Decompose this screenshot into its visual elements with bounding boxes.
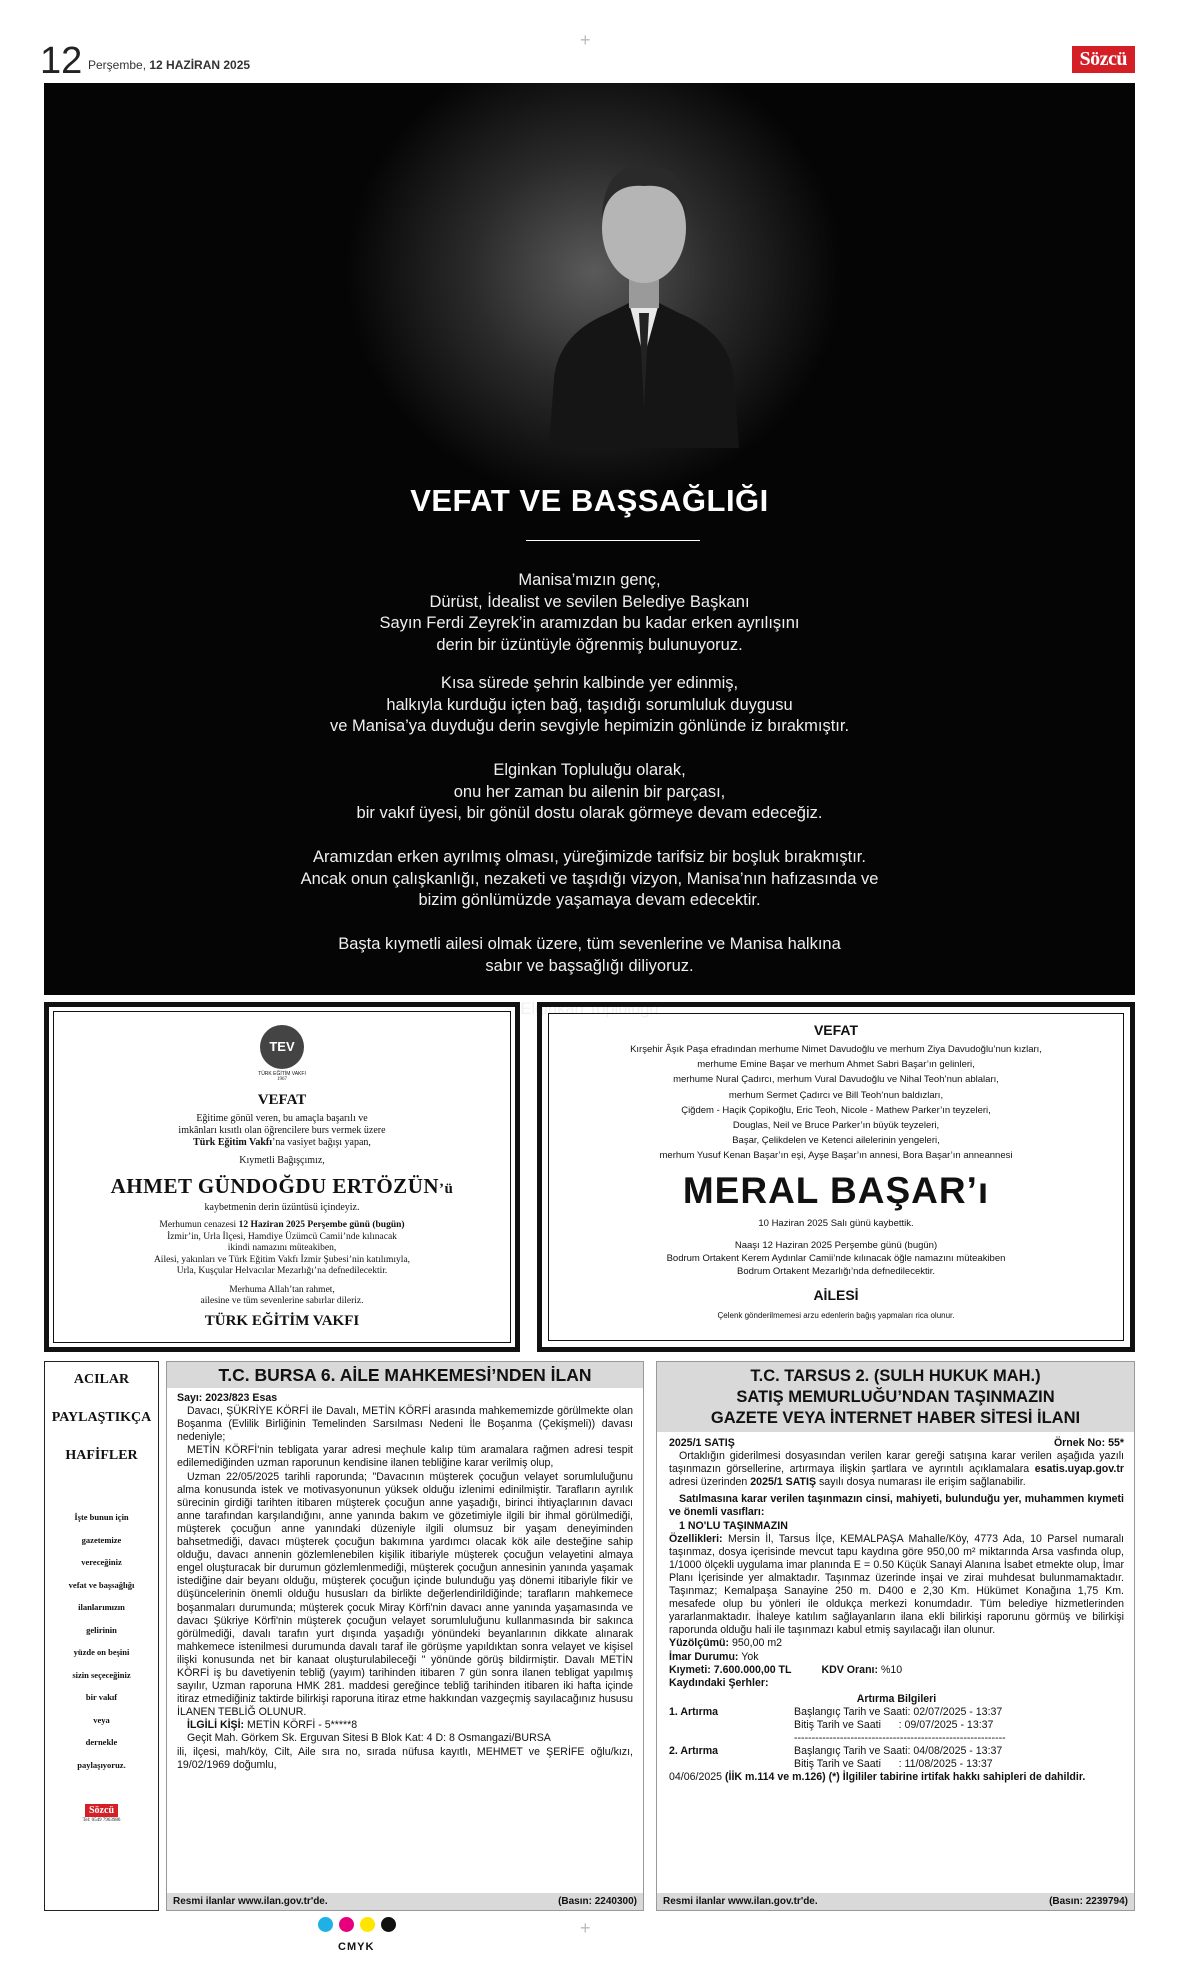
tarsus-intro-mid: adresi üzerinden (669, 1476, 748, 1489)
tev-signature: TÜRK EĞİTİM VAKFI (204, 1312, 360, 1329)
hafif-logo: Sözcü (85, 1804, 118, 1817)
tev-intro-line: Eğitime gönül veren, bu amaçla başarılı ve (196, 1113, 368, 1124)
ad-line: Kısa sürede şehrin kalbinde yer edinmiş, (440, 674, 739, 692)
tarsus-file: 2025/1 SATIŞ (750, 1476, 817, 1489)
bursa-para: Davacı, ŞÜKRİYE KÖRFİ ile Davalı, METİN KÖRFİ arasında mahkememizde görülmekte olan Boşanma (Evlilik Birliğinin Temelinden Sarsılması Nedeni İle Boşanma (Çekişmeli)) davası nedeniyle; (177, 1405, 633, 1444)
tev-funeral (55, 1220, 509, 1278)
tarsus-intro (669, 1450, 1124, 1489)
ad-line: bizim gönlümüzde yaşamaya devam edecektir. (418, 891, 761, 910)
tev-funeral-line (55, 1220, 509, 1232)
title-divider (526, 540, 700, 541)
page-number: 12 (40, 40, 83, 82)
bursa-ilgili (177, 1719, 633, 1732)
meral-line: merhume Emine Başar ve merhum Ahmet Sabri Başar’ın gelinleri, (697, 1059, 975, 1071)
tarsus-body (669, 1437, 1124, 1784)
hafif-line: İşte bunun için (74, 1512, 129, 1522)
hafif-line: sizin seçeceğiniz (72, 1669, 131, 1680)
tarsus-kiymet-value: 7.600.000,00 TL (713, 1663, 792, 1676)
tarsus-imar-label: İmar Durumu: (669, 1650, 739, 1663)
tev-mercy-line: Merhuma Allah’tan rahmet, (229, 1284, 335, 1295)
ad-line: sabır ve başsağlığı diliyoruz. (485, 956, 694, 975)
tev-logo-sub: TÜRK EĞİTİM VAKFI (258, 1071, 306, 1077)
ad-paragraph-4 (44, 847, 1135, 912)
tev-intro-line: imkânları kısıtlı olan öğrencilere burs vermek üzere (178, 1125, 386, 1136)
ad-line: onu her zaman bu ailenin bir parçası, (453, 782, 726, 801)
hafif-tel: Tel: 0549 7963986 (82, 1818, 121, 1823)
hafif-line: vefat ve başsağlığı (68, 1579, 135, 1590)
ad-paragraph-3 (44, 760, 1135, 825)
meral-line: Çiğdem - Haçik Çopikoğlu, Eric Teoh, Nicole - Mathew Parker’ın teyzeleri, (681, 1104, 991, 1116)
meral-funeral-line: Bodrum Ortakent Kerem Aydınlar Camii’nde kılınacak öğle namazını müteakiben (666, 1252, 1006, 1264)
yellow-dot-icon (360, 1917, 375, 1932)
tev-logo-icon: TEV (260, 1025, 304, 1069)
cmyk-label: CMYK (338, 1941, 375, 1953)
tev-funeral-line: Urla, Kuşçular Helvacılar Mezarlığı’na defnedilecektir. (176, 1266, 388, 1276)
tarsus-kdv-label: KDV Oranı: (821, 1663, 879, 1676)
tev-funeral-line: ikindi namazını müteakiben, (227, 1243, 337, 1253)
tev-funeral-line: Ailesi, yakınları ve Türk Eğitim Vakfı İzmir Şubesi’nin katılımıyla, (153, 1254, 411, 1265)
hafif-body (45, 1506, 158, 1776)
tarsus-artirma-title: Artırma Bilgileri (856, 1692, 937, 1705)
tev-mercy (55, 1285, 509, 1308)
hafif-word-2: PAYLAŞTIKÇA (51, 1410, 152, 1425)
hafif-line: ilanlarımızın (78, 1602, 125, 1612)
ad-line: Manisa’mızın genç, (518, 571, 661, 589)
bursa-ilgili-label: İLGİLİ KİŞİ: (187, 1719, 245, 1732)
ad-line: Aramızdan erken ayrılmış olması, yüreğimizde tarifsiz bir boşluk bırakmıştır. (313, 848, 866, 866)
meral-inner (548, 1013, 1124, 1341)
tarsus-title-line: SATIŞ MEMURLUĞU’NDAN TAŞINMAZIN (736, 1388, 1055, 1406)
hafif-line: vereceğiniz (81, 1557, 122, 1567)
hafif-line: yüzde on beşini (73, 1647, 130, 1657)
ad-line: Elginkan Topluluğu olarak, (493, 761, 686, 779)
tev-title: VEFAT (257, 1092, 307, 1108)
tarsus-a1-label: 1. Artırma (669, 1705, 719, 1718)
meral-line: Başar, Çelikdelen ve Ketenci ailelerinin yengeleri, (732, 1135, 940, 1147)
bursa-family-line: ili, ilçesi, mah/köy, Cilt, Aile sıra no, sırada nüfusa kayıtlı, MEHMET ve ŞERİFE oğlu/kızı, 19/02/1969 doğumlu, (177, 1745, 633, 1771)
tev-funeral-line: İzmir’in, Urla İlçesi, Hamdiye Üzümcü Camii’nde kılınacak (167, 1231, 397, 1242)
ad-line: halkıyla kurduğu içten bağ, taşıdığı sorumluluk duygusu (386, 695, 793, 714)
tarsus-ornek: Örnek No: 55* (1053, 1437, 1124, 1449)
tev-inner (55, 1013, 509, 1341)
tarsus-footer-left: Resmi ilanlar www.ilan.gov.tr'de. (663, 1896, 818, 1907)
ad-signature: Elginkan Topluluğu (520, 1000, 659, 1018)
tev-intro-bold: Türk Eğitim Vakfı (193, 1137, 273, 1148)
tarsus-a2-dates (794, 1745, 1002, 1771)
tarsus-item: 1 NO'LU TAŞINMAZIN (679, 1519, 788, 1532)
registration-mark-icon: + (580, 30, 591, 50)
ad-line: Ancak onun çalışkanlığı, nezaketi ve taşıdığı vizyon, Manisa’nın hafızasında ve (300, 869, 879, 888)
meral-line: merhum Yusuf Kenan Başar’ın eşi, Ayşe Başar’ın annesi, Bora Başar’ın anneannesi (659, 1150, 1013, 1162)
tev-mercy-line: ailesine ve tüm sevenlerine sabırlar dileriz. (200, 1296, 364, 1306)
tarsus-kdv-value: %10 (880, 1663, 903, 1676)
tev-funeral-pre: Merhumun cenazesi (159, 1220, 237, 1230)
tev-lost: kaybetmenin derin üzüntüsü içindeyiz. (204, 1202, 360, 1213)
bursa-sayi: Sayı: 2023/823 Esas (177, 1392, 278, 1404)
tev-name-suffix: ’ü (439, 1181, 454, 1197)
issue-date-bold: 12 HAZİRAN 2025 (149, 58, 251, 72)
tarsus-imar (669, 1651, 1124, 1664)
tev-funeral-bold: 12 Haziran 2025 Perşembe günü (bugün) (238, 1220, 405, 1230)
meral-line: Douglas, Neil ve Bruce Parker’ın büyük teyzeleri, (732, 1120, 940, 1132)
tarsus-no: 2025/1 SATIŞ (669, 1437, 735, 1449)
tarsus-a2-label: 2. Artırma (669, 1745, 719, 1758)
tarsus-closing-text: (İİK m.114 ve m.126) (*) İlgililer tabirine irtifak hakkı sahipleri de dahildir. (724, 1771, 1086, 1784)
meral-title: VEFAT (813, 1022, 859, 1038)
meral-line: merhum Sermet Çadırcı ve Bill Teoh’nun baldızları, (728, 1089, 944, 1101)
cyan-dot-icon (318, 1917, 333, 1932)
tarsus-closing-date: 04/06/2025 (669, 1771, 723, 1784)
portrait-photo (529, 108, 759, 448)
meral-died: 10 Haziran 2025 Salı günü kaybettik. (758, 1217, 914, 1229)
tev-name: AHMET GÜNDOĞDU ERTÖZÜN (110, 1174, 440, 1198)
hafif-line: dernekle (85, 1737, 118, 1747)
tarsus-kiymet (669, 1664, 1124, 1677)
ad-line: Sayın Ferdi Zeyrek’in aramızdan bu kadar erken ayrılışını (379, 614, 800, 633)
ad-line: derin bir üzüntüyle öğrenmiş bulunuyoruz. (436, 636, 743, 655)
tev-dear: Kıymetli Bağışçımız, (239, 1155, 325, 1166)
tarsus-a1-end: Bitiş Tarih ve Saati : 09/07/2025 - 13:37 (794, 1718, 994, 1731)
sozcu-house-ad (44, 1361, 159, 1911)
tarsus-title-line: GAZETE VEYA İNTERNET HABER SİTESİ İLANI (710, 1409, 1081, 1427)
ad-paragraph-1 (44, 570, 1135, 657)
meral-deceased-name: MERAL BAŞAR’ı (682, 1169, 990, 1211)
ad-line: ve Manisa’ya duyduğu derin sevgiyle hepimizin gönlünde iz bırakmıştır. (329, 717, 850, 736)
tarsus-ozellik (669, 1533, 1124, 1638)
ad-line: Başta kıymetli ailesi olmak üzere, tüm sevenlerine ve Manisa halkına (338, 935, 841, 953)
bursa-ilgili-value: METİN KÖRFİ - 5*****8 (247, 1719, 358, 1732)
bursa-footer (167, 1893, 643, 1910)
registration-mark-icon: + (580, 1918, 591, 1938)
tev-logo-year: 1967 (277, 1077, 287, 1082)
meral-family: AİLESİ (813, 1286, 859, 1303)
ad-paragraph-2 (44, 673, 1135, 738)
bursa-body (177, 1392, 633, 1772)
tarsus-sale-notice (656, 1361, 1135, 1911)
black-dot-icon (381, 1917, 396, 1932)
tev-deceased-name (55, 1174, 509, 1199)
ad-paragraph-5 (44, 934, 1135, 977)
tarsus-heading: Satılmasına karar verilen taşınmazın cinsi, mahiyeti, bulunduğu yer, muhammen kıymeti ve önemli vasıfları: (669, 1493, 1124, 1519)
hafif-line: paylaşıyoruz. (77, 1759, 126, 1770)
tev-obituary (44, 1002, 520, 1352)
hafif-line: gazetemize (81, 1534, 122, 1545)
tarsus-site: esatis.uyap.gov.tr (1034, 1463, 1124, 1476)
tev-intro-tail: ’na vasiyet bağışı yapan, (272, 1137, 371, 1148)
hafif-line: bir vakıf (85, 1692, 118, 1702)
bursa-title: T.C. BURSA 6. AİLE MAHKEMESİ’NDEN İLAN (167, 1362, 643, 1388)
tarsus-a2-end: Bitiş Tarih ve Saati : 11/08/2025 - 13:37 (794, 1758, 993, 1771)
tarsus-imar-value: Yok (741, 1650, 759, 1663)
tarsus-footer-right: (Basın: 2239794) (1049, 1896, 1128, 1907)
tev-intro (55, 1113, 509, 1149)
tarsus-kiymet-label: Kıymeti: (669, 1663, 711, 1676)
hafif-line: veya (93, 1714, 110, 1725)
hafif-line: gelirinin (86, 1624, 117, 1635)
condolence-ad-elginkan (44, 83, 1135, 1018)
tarsus-intro-text: Ortaklığın giderilmesi dosyasından verilen karar gereği satışına karar verilen aşağıda yazılı taşınmazın görsellerine, artırmaya ilişkin şartlara ve ayrıntılı açıklamalara (669, 1450, 1124, 1476)
tarsus-yuz-value: 950,00 m2 (731, 1637, 783, 1650)
meral-line: merhume Nural Çadırcı, merhum Vural Davudoğlu ve Nihal Teoh’nun ablaları, (673, 1074, 999, 1086)
hafif-word-3: HAFİFLER (65, 1448, 138, 1463)
tarsus-footer (657, 1893, 1134, 1910)
bursa-para: Uzman 22/05/2025 tarihli raporunda; "Davacının müşterek çocuğun velayet sorumluluğunu alma konusunda istek ve motivasyonunun yüksek olduğu izlenimi edinilmiştir. Tarafların ayrılık sürecinin girdiği tarihten itibaren müşterek çocuğun anne yaşadığı, birinci ihtiyaçlarının davacı anne tarafından karşılandığını, anne yanında bakım ve gözetimiyle ilgili bir ihmal görülmediği, müşterek çocuğun anne yanındaki düzeniyle ilgili olumsuz bir yaşam deneyiminden bahsetmediği, davacı müşterek çocuğun bakımına yardımcı olacak kök aile desteğine sahip olduğu, davacı annenin gözlemlenebilen kişilik itibariyle müşterek çocuğun velayetini almaya engel oluşturacak bir durumun gözlemlenmediği, müşterek çocuğun annesinin yanında yaşamak istediğine dair beyanı olduğu, müşterek çocuğun içinde bulunduğu yaş dönemi itibariyle fikir ve düşüncelerinin önemli olduğu hususları da birlikte değerlendirildiğinde; tarafların mahkemece boşanmaları durumunda; müşterek çocuk Miray Körfi'nin davacı anne yanında yaşamasında ve davacı Şükriye Körfi'nin müşterek çocuğun velayet sorumluluğunu kullanmasında bir sakınca görülmediği, davalı tarafın yurt dışında yaşadığı yönündeki beyanlarının dikkate alınarak mahkemece istenilmesi durumunda davalı taraf ile görüşme yapıldıktan sonra velayet ve kişisel ilişki konusunda net bir kanaat oluşturulabileceği " yönünde görüş bildirmiştir. Davalı METİN KÖRFİ iş bu davetiyenin tebliğ (yayım) tarihinden itibaren 7 gün sonra ilanen tebligat yapılmış sayılır, Uzman raporuna HMK 281. maddesi gereğince tebliğ tarihinden itibaren iki hafta içinde itiraz etmediğiniz taktirde bilirkişi raporuna itiraz etme hakkından vazgeçmiş sayılacağınız hususu İLANEN TEBLİĞ OLUNUR. (177, 1470, 633, 1719)
tarsus-kayit: Kaydındaki Şerhler: (669, 1676, 769, 1689)
magenta-dot-icon (339, 1917, 354, 1932)
meral-note: Çelenk gönderilmemesi arzu edenlerin bağış yapmaları rica olunur. (717, 1310, 955, 1320)
ad-line: bir vakıf üyesi, bir gönül dostu olarak görmeye devam edeceğiz. (356, 804, 823, 823)
tarsus-separator: ------------------------------------------------------------ (794, 1732, 1006, 1745)
meral-relatives (549, 1042, 1123, 1164)
tev-intro-line (55, 1137, 509, 1149)
bursa-para: METİN KÖRFİ'nin tebligata yarar adresi meçhule kalıp tüm aramalara rağmen adresi tespit edilemediğinden uzman raporunun kendisine ilanen tebliğine karar verilmiş olup, (177, 1444, 633, 1470)
tarsus-ozellik-text: Mersin İl, Tarsus İlçe, KEMALPAŞA Mahalle/Köy, 4773 Ada, 10 Parsel numaralı taşınmaz, dosya içerisinde mevcut tapu kaydına göre 950,00 m² miktarında Arsa vasfında olup, 1/1000 ölçekli uygulama imar planında E = 0.50 Küçük Sanayi Alanına İsabet etmekte olup, İmar Planı İçerisinde yer almaktadır. Taşınmaz üzerinde inşai ve zirai muhdesat bulunmamaktadır. Taşınmaz; Kemalpaşa Sanayine 250 m. D400 e 2,30 Km. Hükümet Konağına 1,75 Km. mesafede olup bu yönleri ile oldukça merkezi konumdadır. Tüm belediye hizmetlerinden yararlanmaktadır. İhaleye katılım sağlayanların ilana ekli bilirkişi raporunu görmüş ve bilirkişi raporunda olduğu hali ile taşınmazı kabul etmiş sayılacağı ilan olunur. (669, 1532, 1124, 1637)
tarsus-a1 (669, 1706, 1124, 1732)
meral-funeral-line: Bodrum Ortakent Mezarlığı’nda defnedilecektir. (736, 1265, 935, 1277)
ad-line: Dürüst, İdealist ve sevilen Belediye Başkanı (429, 592, 750, 611)
bursa-footer-right: (Basın: 2240300) (558, 1896, 637, 1907)
issue-day: Perşembe, (88, 58, 147, 72)
tarsus-yuz-label: Yüzölçümü: (669, 1637, 730, 1650)
tarsus-a2-start: Başlangıç Tarih ve Saati: 04/08/2025 - 13:37 (794, 1745, 1003, 1758)
meral-funeral (549, 1239, 1123, 1278)
tarsus-a2 (669, 1745, 1124, 1771)
tarsus-yuz (669, 1637, 1124, 1650)
tarsus-intro-tail: sayılı dosya numarası ile erişim sağlanabilir. (819, 1476, 1026, 1489)
cmyk-color-bar (318, 1917, 402, 1953)
sozcu-logo: Sözcü (1072, 46, 1136, 73)
bursa-footer-left: Resmi ilanlar www.ilan.gov.tr'de. (173, 1896, 328, 1907)
issue-date (88, 58, 250, 72)
ad-title: VEFAT VE BAŞSAĞLIĞI (410, 483, 769, 518)
tarsus-a1-start: Başlangıç Tarih ve Saati: 02/07/2025 - 13:37 (794, 1705, 1003, 1718)
tarsus-numbers (669, 1437, 1124, 1450)
tarsus-a1-dates (794, 1706, 1002, 1732)
tarsus-closing (669, 1771, 1124, 1784)
meral-funeral-line: Naaşı 12 Haziran 2025 Perşembe günü (bugün) (734, 1239, 938, 1251)
tarsus-title-line: T.C. TARSUS 2. (SULH HUKUK MAH.) (750, 1367, 1041, 1385)
meral-basar-obituary (537, 1002, 1135, 1352)
tarsus-title (657, 1362, 1134, 1432)
bursa-court-notice (166, 1361, 644, 1911)
meral-line: Kırşehir Âşık Paşa efradından merhume Nimet Davudoğlu ve merhum Ziya Davudoğlu’nun kızları, (630, 1044, 1042, 1055)
hafif-word-1: ACILAR (73, 1372, 130, 1387)
bursa-address: Geçit Mah. Görkem Sk. Erguvan Sitesi B Blok Kat: 4 D: 8 Osmangazi/BURSA (187, 1732, 551, 1745)
tarsus-ozellik-label: Özellikleri: (669, 1532, 723, 1545)
